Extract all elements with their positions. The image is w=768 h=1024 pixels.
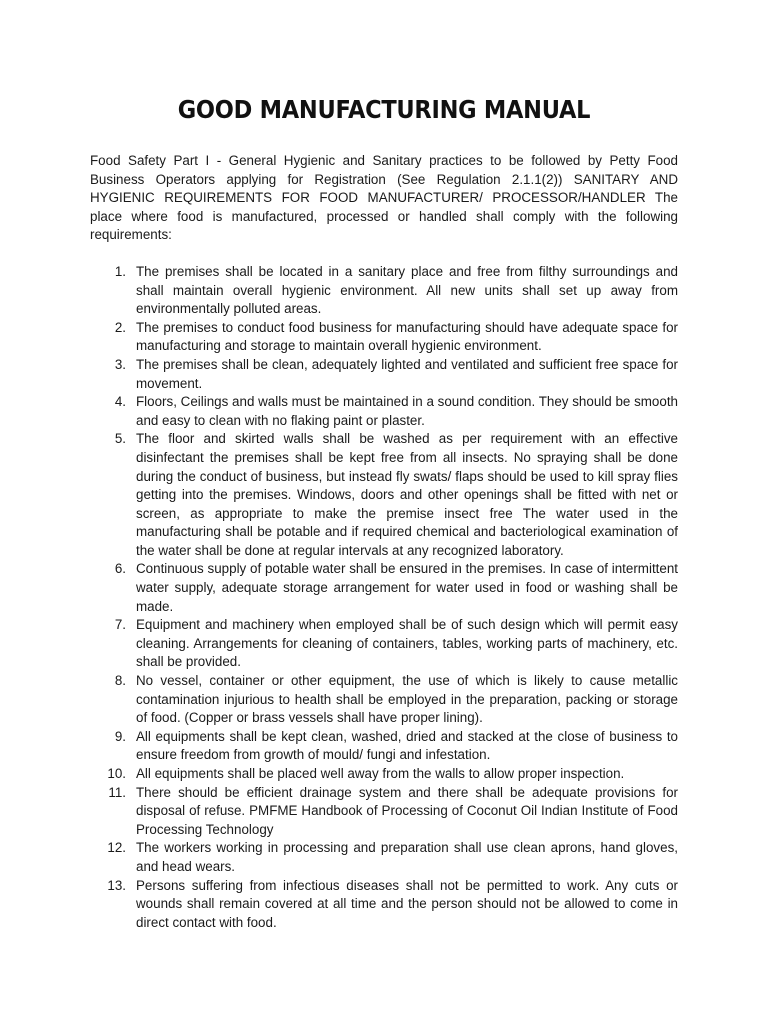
list-item-number: 7. bbox=[114, 617, 126, 633]
list-item bbox=[90, 319, 678, 356]
list-item bbox=[90, 877, 678, 933]
list-item bbox=[90, 672, 678, 728]
list-item bbox=[90, 728, 678, 765]
list-item-number: 9. bbox=[114, 728, 126, 744]
list-item-text: Persons suffering from infectious diseases shall not be permitted to work. Any cuts or wounds shall remain covered at all time and the person should not be allowed to come in direct contact with food. bbox=[136, 877, 678, 930]
list-item-text: The floor and skirted walls shall be washed as per requirement with an effective disinfectant the premises shall be kept free from all insects. No spraying shall be done during the conduct of business, but instead fly swats/ flaps should be used to kill spray flies getting into the premises. Windows, doors and other openings shall be fitted with net or screen, as appropriate to make the premise insect free The water used in the manufacturing shall be potable and if required chemical and bacteriological examination of the water shall be done at regular intervals at any recognized laboratory. bbox=[136, 431, 678, 558]
list-item-text: The premises shall be clean, adequately lighted and ventilated and sufficient free space for movement. bbox=[136, 356, 678, 391]
list-item-number: 1. bbox=[114, 263, 126, 279]
list-item-text: The workers working in processing and preparation shall use clean aprons, hand gloves, and head wears. bbox=[136, 840, 678, 874]
list-item-text: All equipments shall be placed well away from the walls to allow proper inspection. bbox=[136, 766, 625, 781]
list-item bbox=[90, 839, 678, 876]
requirements-list bbox=[90, 263, 678, 932]
list-item bbox=[90, 765, 678, 784]
list-item-text: There should be efficient drainage system and there shall be adequate provisions for disposal of refuse. PMFME Handbook of Processing of Coconut Oil Indian Institute of Food Processing Technology bbox=[136, 784, 678, 837]
list-item-number: 2. bbox=[114, 319, 126, 335]
intro-paragraph: Food Safety Part I - General Hygienic and Sanitary practices to be followed by Petty Food Business Operators applying for Registration (See Regulation 2.1.1(2)) SANITARY AND HYGIENIC REQUIREMENTS FOR FOOD MANUFACTURER/ PROCESSOR/HANDLER The place where food is manufactured, processed or handled shall comply with the following requirements: bbox=[90, 153, 678, 243]
list-item-number: 13. bbox=[107, 877, 126, 893]
list-item-text: All equipments shall be kept clean, washed, dried and stacked at the close of business to ensure freedom from growth of mould/ fungi and infestation. bbox=[136, 728, 678, 763]
list-item bbox=[90, 263, 678, 319]
list-item-text: The premises to conduct food business for manufacturing should have adequate space for manufacturing and storage to maintain overall hygienic environment. bbox=[136, 319, 678, 354]
list-item bbox=[90, 616, 678, 672]
list-item-text: Continuous supply of potable water shall be ensured in the premises. In case of intermittent water supply, adequate storage arrangement for water used in food or washing shall be made. bbox=[136, 561, 678, 614]
list-item-text: The premises shall be located in a sanitary place and free from filthy surroundings and shall maintain overall hygienic environment. All new units shall set up away from environmentally polluted areas. bbox=[136, 263, 678, 317]
list-item-number: 5. bbox=[114, 431, 126, 447]
list-item-text: No vessel, container or other equipment, the use of which is likely to cause metallic contamination injurious to health shall be employed in the preparation, packing or storage of food. (Copper or brass vessels shall have proper lining). bbox=[136, 673, 678, 726]
list-item-number: 6. bbox=[114, 561, 126, 577]
list-item bbox=[90, 784, 678, 840]
list-item-text: Floors, Ceilings and walls must be maintained in a sound condition. They should be smooth and easy to clean with no flaking paint or plaster. bbox=[136, 394, 678, 428]
document-title: GOOD MANUFACTURING MANUAL bbox=[177, 95, 591, 124]
list-item-number: 10. bbox=[107, 766, 126, 781]
list-item-number: 3. bbox=[114, 356, 126, 372]
list-item bbox=[90, 560, 678, 616]
list-item bbox=[90, 356, 678, 393]
list-item-number: 11. bbox=[108, 784, 126, 800]
list-item-number: 8. bbox=[114, 673, 126, 689]
list-item-number: 12. bbox=[107, 840, 126, 856]
list-item bbox=[90, 430, 678, 560]
list-item-text: Equipment and machinery when employed shall be of such design which will permit easy cleaning. Arrangements for cleaning of containers, tables, working parts of machinery, etc. shall be provided. bbox=[136, 617, 678, 670]
list-item bbox=[90, 393, 678, 430]
list-item-number: 4. bbox=[114, 394, 126, 410]
